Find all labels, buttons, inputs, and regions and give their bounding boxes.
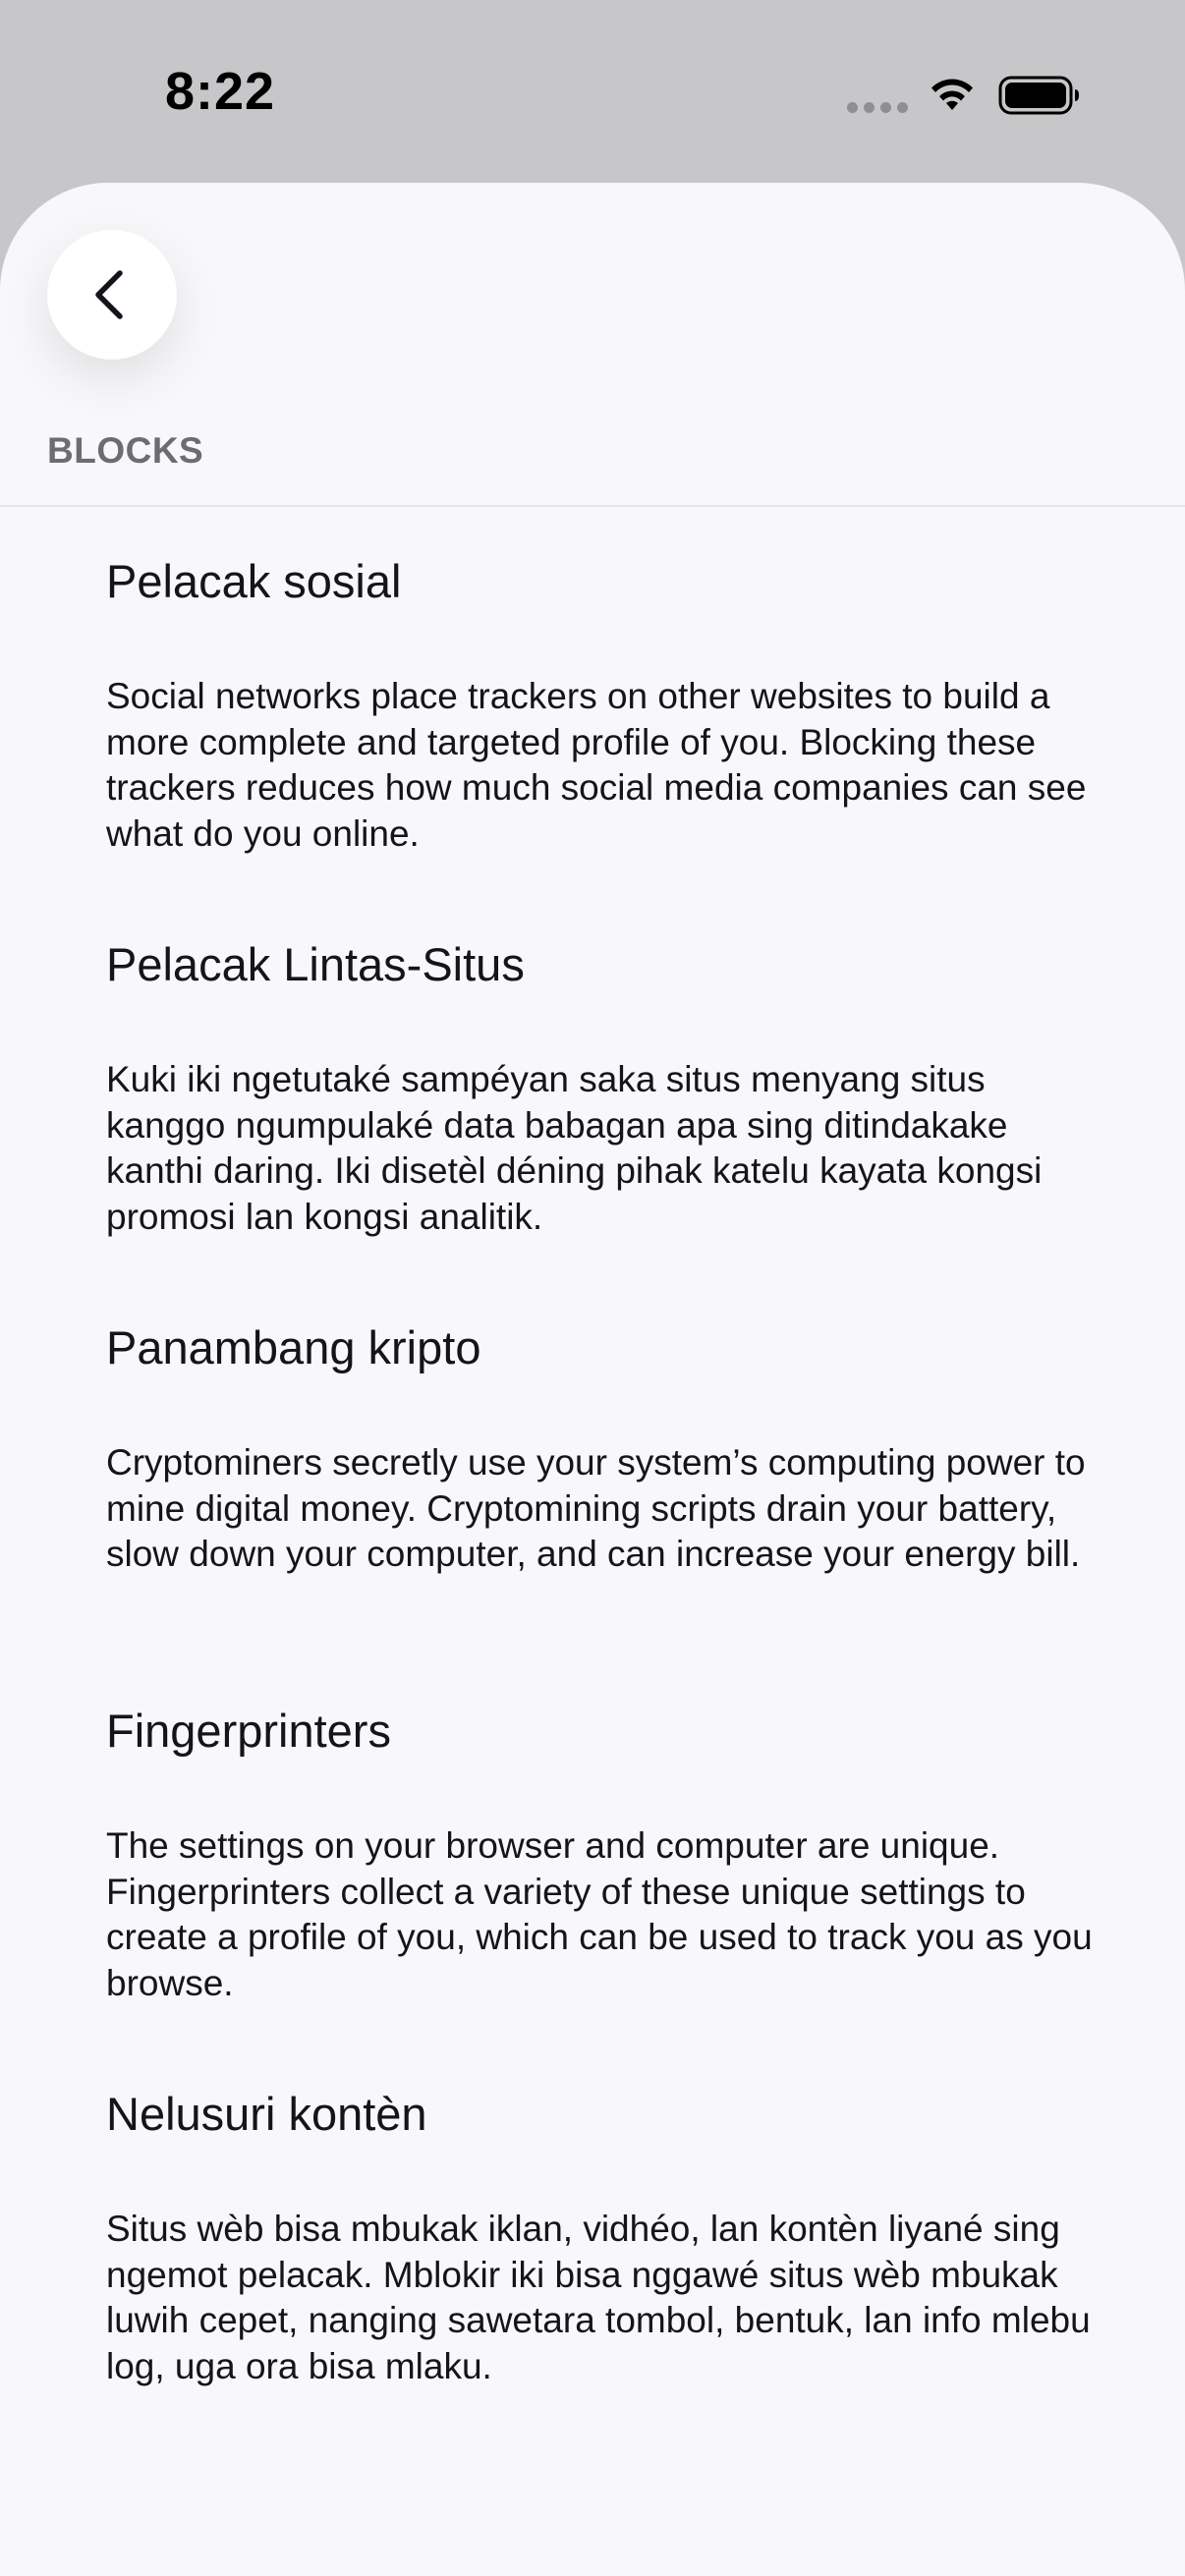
protection-details-sheet [0,183,1185,2576]
block-title: Pelacak sosial [106,555,402,607]
block-item-social-trackers [106,554,1099,937]
status-bar [0,0,1185,183]
block-title: Fingerprinters [106,1705,391,1757]
block-title: Pelacak Lintas-Situs [106,938,525,990]
chevron-left-icon [83,265,141,324]
divider [0,505,1185,507]
block-title: Panambang kripto [106,1321,481,1373]
block-item-cryptominers [106,1320,1099,1704]
block-description: Kuki iki ngetutaké sampéyan saka situs menyang situs kanggo ngumpulaké data babagan apa sing ditindakake kanthi daring. Iki disetèl déning pihak katelu kayata kongsi promosi lan kongsi analitik. [106,1059,1043,1237]
block-description: Situs wèb bisa mbukak iklan, vidhéo, lan kontèn liyané sing ngemot pelacak. Mblokir iki bisa nggawé situs wèb mbukak luwih cepet, nanging sawetara tombol, bentuk, lan info mlebu log, uga ora bisa mlaku. [106,2209,1091,2386]
block-description: Cryptominers secretly use your system’s computing power to mine digital money. Cryptomining scripts drain your battery, slow down your computer, and can increase your energy bill. [106,1442,1086,1574]
block-description: Social networks place trackers on other websites to build a more complete and targeted profile of you. Blocking these trackers reduces how much social media companies can see what do you online. [106,676,1087,854]
battery-icon [998,75,1081,116]
signal-dots-icon [847,102,908,116]
section-header: BLOCKS [47,430,204,471]
blocks-list [106,554,1099,2470]
block-title: Nelusuri kontèn [106,2088,427,2140]
block-item-fingerprinters [106,1704,1099,2087]
block-item-tracking-content [106,2087,1099,2470]
status-time: 8:22 [165,62,276,121]
back-button[interactable] [47,230,177,360]
block-item-cross-site-trackers [106,937,1099,1320]
block-description: The settings on your browser and computer are unique. Fingerprinters collect a variety of these unique settings to create a profile of you, which can be used to track you as you browse. [106,1825,1093,2003]
wifi-icon [926,73,979,114]
